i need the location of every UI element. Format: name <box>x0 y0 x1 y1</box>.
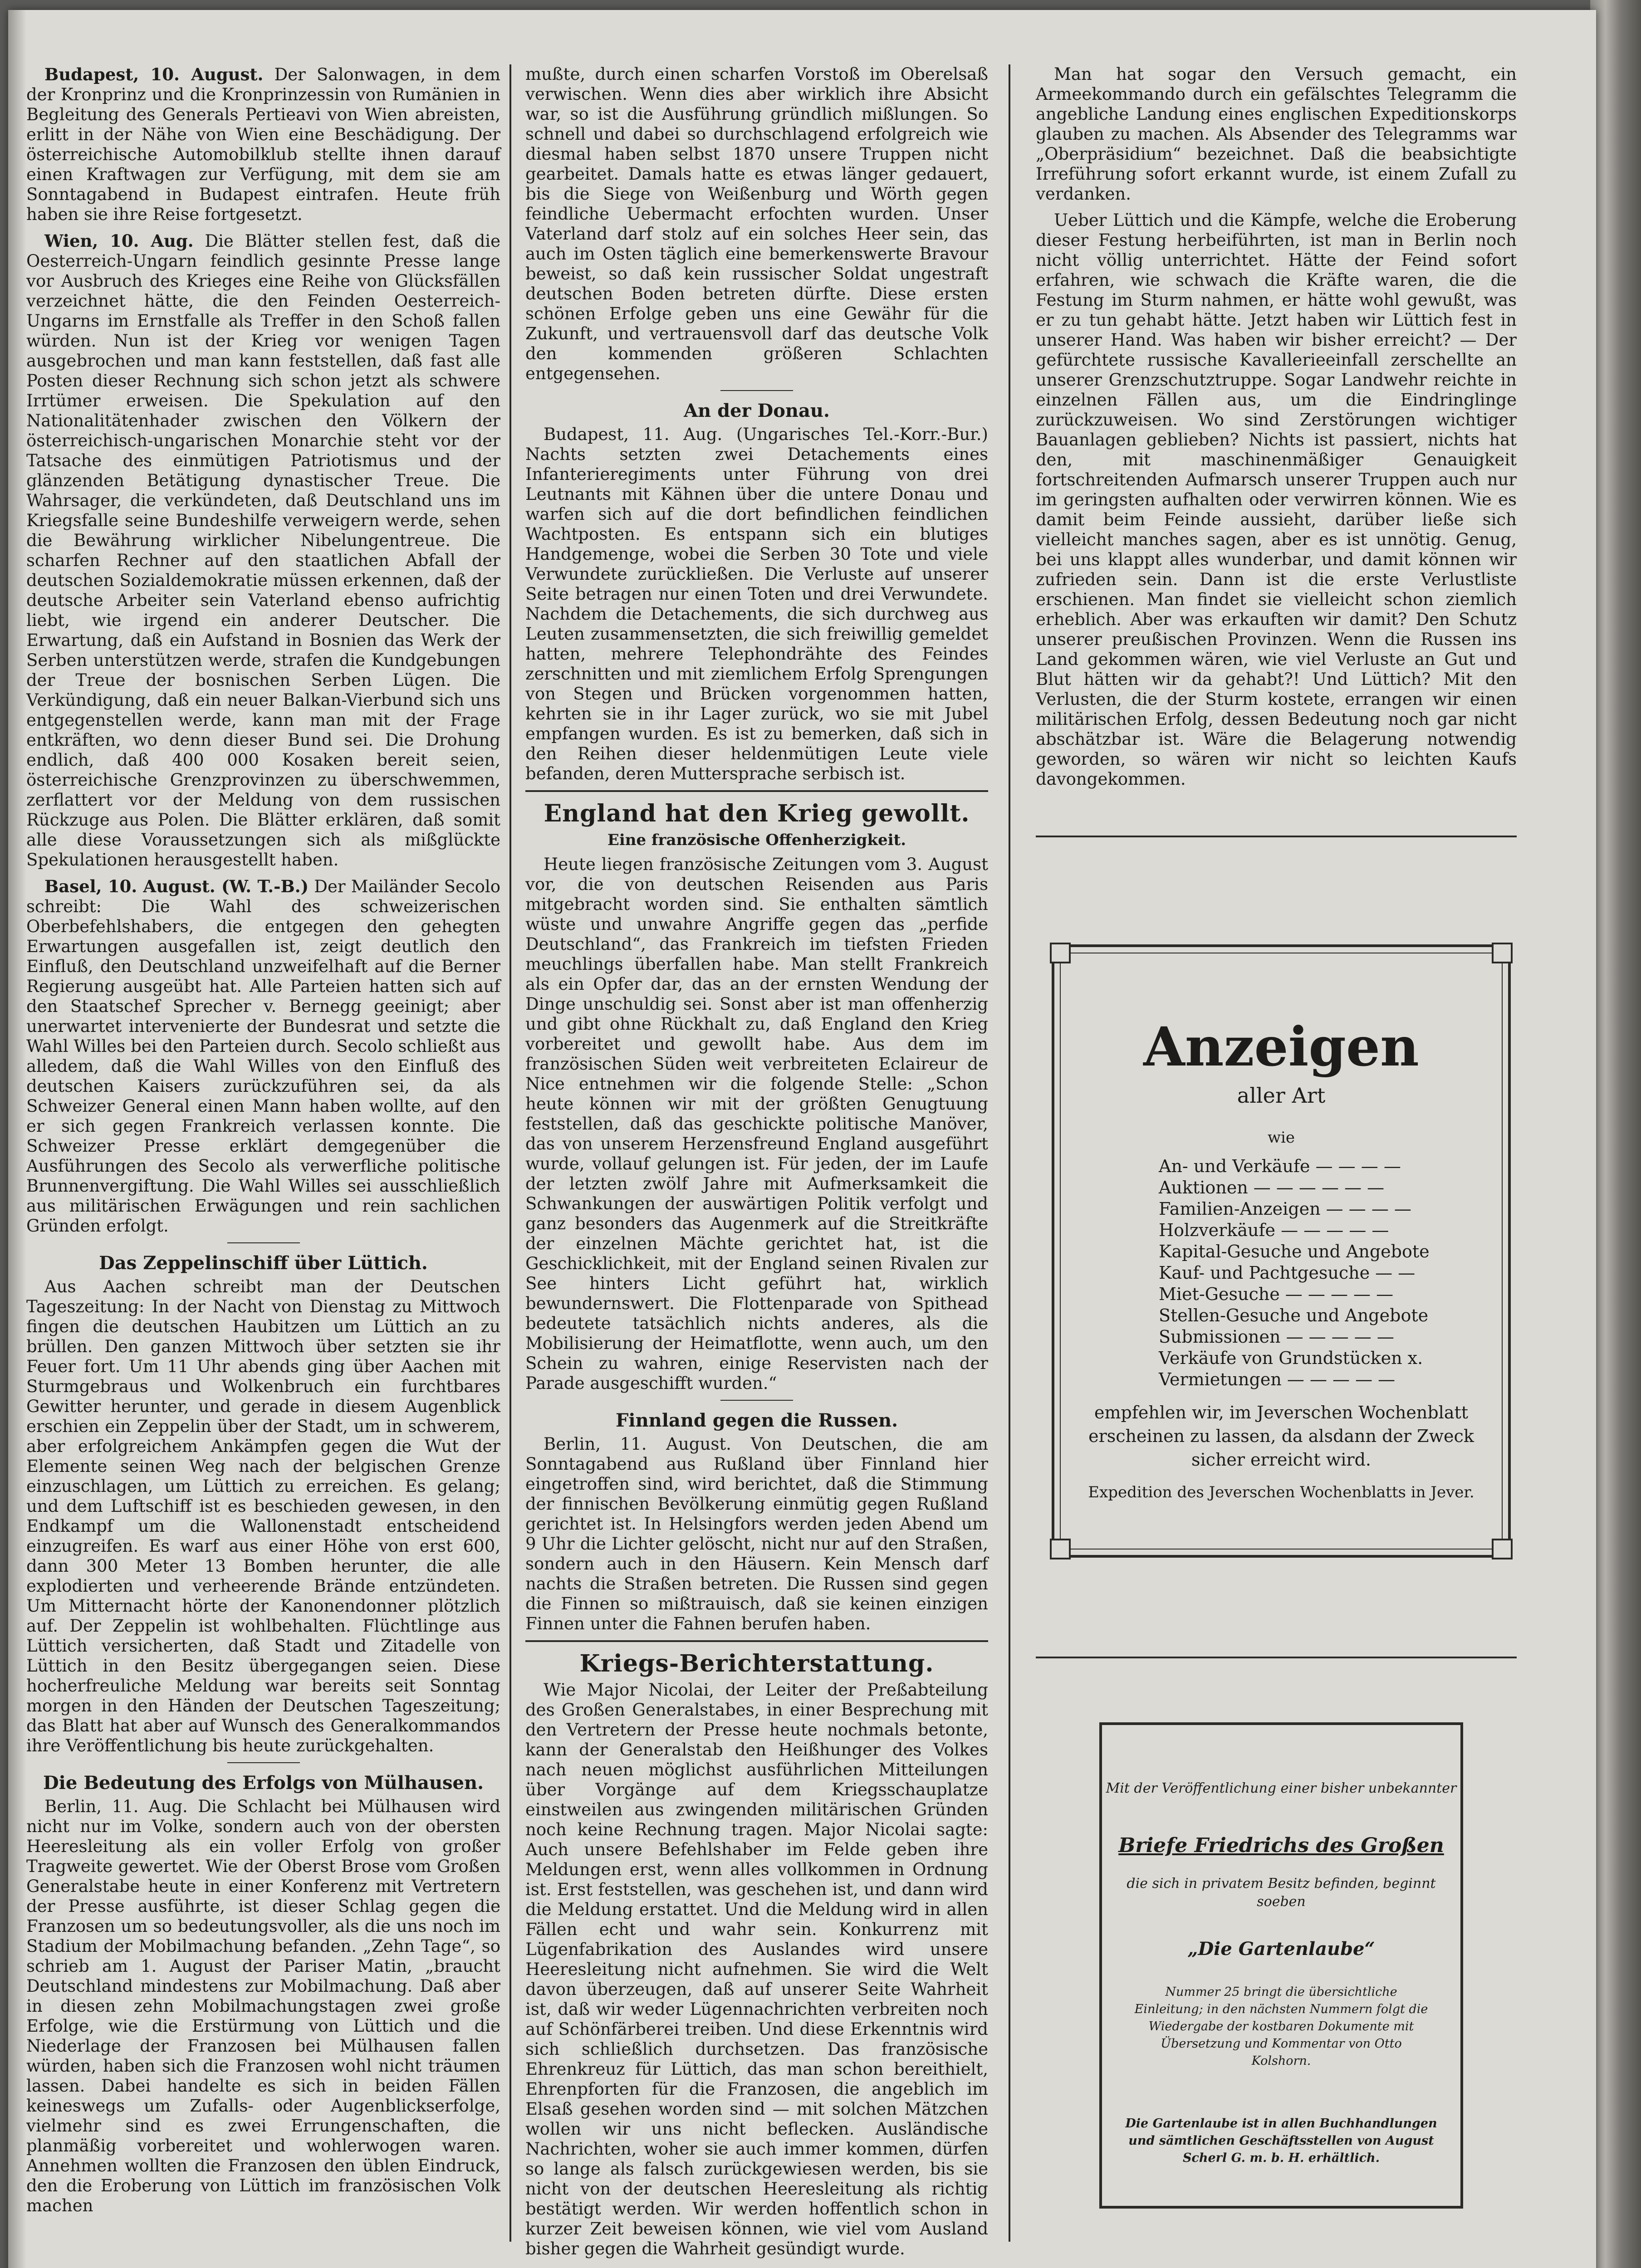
article-luettich: Ueber Lüttich und die Kämpfe, welche die Eroberung dieser Festung herbeiführten, ist man in Berlin noch nicht völlig unterrichtet. Hätte der Feind sofort erfahren, wie schwach die Kräfte waren, die die Festung im Sturm nahmen, er hätte wohl gewußt, was er zu tun gehabt hätte. Jetzt haben wir Lüttich fest in unserer Hand. Was haben wir bisher erreicht? — Der gefürchtete russische Kavallerieeinfall zerschellte an unserer Grenzschutztruppe. Sogar Landwehr reichte in einzelnen Fällen aus, um die Eindringlinge zurückzuweisen. Wo sind Zerstörungen wichtiger Bauanlagen geblieben? Nichts ist passiert, nichts hat den, mit maschinenmäßiger Genauigkeit fortschreitenden Aufmarsch unserer Truppen auch nur im geringsten aufhalten oder verwirren können. Wie es damit beim Feinde aussieht, darüber ließe sich vielleicht manches sagen, aber es ist unnötig. Genug, bei uns klappt alles wunderbar, und damit können wir zufrieden sein. Dann ist die erste Verlustliste erschienen. Man findet sie vielleicht schon ziemlich erheblich. Aber was erkauften wir damit? Den Schutz unserer preußischen Provinzen. Wenn die Russen ins Land gekommen wären, wie viel Verluste an Gut und Blut hätten wir da gehabt?! Und Lüttich? Mit den Verlusten, die der Sturm kostete, errangen wir einen militärischen Erfolg, dessen Bedeutung noch gar nicht abschätzbar ist. Wäre die Belagerung notwendig geworden, so wären wir nicht so leichten Kaufs davongekommen. <box>1036 210 1517 789</box>
article-telegramm: Man hat sogar den Versuch gemacht, ein Armeekommando durch ein gefälschtes Telegramm die angebliche Landung eines englischen Expeditionskorps glauben zu machen. Als Absender des Telegramms war „Oberpräsidium“ bezeichnet. Daß die beabsichtigte Irreführung sofort erkannt wurde, ist einem Zufall zu verdanken. <box>1036 64 1517 204</box>
corner-ornament <box>1492 943 1513 963</box>
ad-text: Nummer 25 bringt die übersichtliche Einleitung; in den nächsten Nummern folgt die Wiedergabe der kostbaren Dokumente mit Übersetzung und Kommentar von Otto Kolshorn. <box>1134 1985 1428 2068</box>
list-item: Kapital-Gesuche und Angebote <box>1159 1242 1430 1261</box>
ad-subtitle: aller Art <box>1237 1083 1326 1108</box>
headline-donau: An der Donau. <box>684 400 830 421</box>
column-3 <box>1036 64 1517 826</box>
headline-england: England hat den Krieg gewollt. <box>544 800 970 827</box>
dateline: Budapest, 10. August. <box>44 64 264 84</box>
corner-ornament <box>1050 943 1071 963</box>
list-item: An- und Verkäufe — — — — <box>1159 1156 1401 1176</box>
divider <box>227 1762 300 1763</box>
divider <box>720 1400 793 1401</box>
column-rule <box>1009 64 1010 2242</box>
divider <box>227 1242 300 1243</box>
corner-ornament <box>1050 1539 1071 1559</box>
ad-title: Anzeigen <box>1143 1015 1419 1078</box>
ad-text: Mit der Veröffentlichung einer bisher unbekannter <box>1106 1780 1457 1796</box>
article-finnland: Berlin, 11. August. Von Deutschen, die am Sonntagabend aus Rußland über Finnland hier eingetroffen sind, wird berichtet, daß die Stimmung der finnischen Bevölkerung einmütig gegen Rußland gerichtet ist. In Helsingfors werden jeden Abend um 9 Uhr die Lichter gelöscht, nicht nur auf den Straßen, sondern auch in den Häusern. Kein Mensch darf nachts die Straßen betreten. Die Russen sind gegen die Finnen so mißtrauisch, daß sie keinen einzigen Finnen unter die Fahnen berufen haben. <box>525 1434 988 1633</box>
article-donau: Budapest, 11. Aug. (Ungarisches Tel.-Korr.-Bur.) Nachts setzten zwei Detachements eines Infanterieregiments unter Führung von drei Leutnants mit Kähnen über die untere Donau und warfen sich auf die dort befindlichen feindlichen Wachtposten. Es entspann sich ein blutiges Handgemenge, wobei die Serben 30 Tote und viele Verwundete zurückließen. Die Verluste auf unserer Seite betragen nur einen Toten und drei Verwundete. Nachdem die Detachements, die sich durchweg aus Leuten zusammensetzten, die sich freiwillig gemeldet hatten, mehrere Telephondrähte des Feindes zerschnitten und mit ziemlichem Erfolg Sprengungen von Stegen und Brücken vorgenommen hatten, kehrten sie in ihr Lager zurück, wo sie mit Jubel empfangen wurden. Es ist zu bemerken, daß sich in den Reihen dieser heldenmütigen Leute viele befanden, deren Muttersprache serbisch ist. <box>525 425 988 783</box>
headline-kriegs-berichterstattung: Kriegs-Berichterstattung. <box>579 1650 934 1677</box>
ad-publication-name: „Die Gartenlaube“ <box>1187 1938 1375 1960</box>
ad-wie: wie <box>1267 1129 1295 1147</box>
column-rule <box>509 64 511 2242</box>
ad-publisher: Expedition des Jeverschen Wochenblatts in Jever. <box>1088 1483 1474 1501</box>
article-zeppelin: Aus Aachen schreibt man der Deutschen Tageszeitung: In der Nacht von Dienstag zu Mittwoch fingen die deutschen Haubitzen um Lüttich an zu brüllen. Den ganzen Mittwoch über setzten sie ihr Feuer fort. Um 11 Uhr abends ging über Aachen mit Sturmgebraus und Wolkenbruch ein furchtbares Gewitter herunter, und gerade in diesem Augenblick erschien ein Zeppelin über der Stadt, um in schwerem, aber erfolgreichem Ankämpfen gegen die Wut der Elemente seinen Weg nach der belgischen Grenze einzuschlagen, um Lüttich zu erreichen. Es gelang; und dem Luftschiff ist es beschieden gewesen, in den Endkampf um die Wallonenstadt entscheidend einzugreifen. Es warf aus einer Höhe von erst 600, dann 300 Meter 13 Bomben herunter, die alle explodierten und verheerende Brände entzündeten. Um Mitternacht hörte der Kanonendonner plötzlich auf. Der Zeppelin ist wohlbehalten. Flüchtlinge aus Lüttich versicherten, daß Stadt und Zitadelle von Lüttich in den Besitz übergegangen seien. Diese hocherfreuliche Meldung war bereits seit Sonntag morgen in den Händen der Deutschen Tageszeitung; das Blatt hat aber auf Wunsch des Generalkommandos ihre Veröffentlichung bis heute zurückgehalten. <box>26 1277 500 1755</box>
divider <box>525 1640 988 1642</box>
ad-list <box>1159 1156 1430 1390</box>
divider <box>1036 836 1517 837</box>
ad-text: Die Gartenlaube ist in allen Buchhandlungen und sämtlichen Geschäftsstellen von August Scherl G. m. b. H. erhältlich. <box>1125 2116 1437 2165</box>
list-item: Familien-Anzeigen — — — — <box>1159 1199 1411 1219</box>
article-text: Der Mailänder Secolo schreibt: Die Wahl des schweizerischen Oberbefehlshabers, die entgegen den gehegten Erwartungen ausgefallen ist, zeigt deutlich den Einfluß, den Deutschland unzweifelhaft auf die Berner Regierung ausgeübt hat. Alle Parteien hatten sich auf den Staatschef Sprecher v. Bernegg geeinigt; aber unerwartet intervenierte der Bundesrat und setzte die Wahl Willes bei den Parteien durch. Secolo schließt aus alledem, daß die Wahl Willes von den Einfluß des deutschen Kaisers zurückzuführen sei, da als Schweizer General einen Mann haben wollte, auf den er sich gegen Frankreich verlassen konnte. Die Schweizer Presse erklärt demgegenüber die Ausführungen des Secolo als verwerfliche politische Brunnenvergiftung. Die Wahl Willes sei ausschließlich aus militärischen Erwägungen und rein sachlichen Gründen erfolgt. <box>26 877 500 1236</box>
divider <box>720 390 793 391</box>
headline-muelhausen: Die Bedeutung des Erfolgs von Mülhausen. <box>43 1772 484 1794</box>
list-item: Verkäufe von Grundstücken x. <box>1159 1348 1423 1368</box>
ad-footer: empfehlen wir, im Jeverschen Wochenblatt erscheinen zu lassen, da alsdann der Zweck sicher erreicht wird. <box>1088 1403 1474 1470</box>
newspaper-page <box>8 10 1596 2268</box>
article-basel <box>26 876 500 1236</box>
list-item: Kauf- und Pachtgesuche — — <box>1159 1263 1416 1283</box>
corner-ornament <box>1492 1539 1513 1559</box>
headline-finnland: Finnland gegen die Russen. <box>615 1410 898 1431</box>
list-item: Holzverkäufe — — — — — <box>1159 1220 1389 1240</box>
dateline: Basel, 10. August. (W. T.-B.) <box>44 876 309 896</box>
ad-title: Briefe Friedrichs des Großen <box>1118 1834 1444 1857</box>
list-item: Miet-Gesuche — — — — — <box>1159 1284 1394 1304</box>
ad-gartenlaube <box>1099 1722 1463 2209</box>
headline-zeppelin: Das Zeppelinschiff über Lüttich. <box>99 1252 428 1274</box>
article-muelhausen: Berlin, 11. Aug. Die Schlacht bei Mülhausen wird nicht nur im Volke, sondern auch von der obersten Heeresleitung als ein voller Erfolg von großer Tragweite gewertet. Wie der Oberst Brose vom Großen Generalstabe heute in einer Konferenz mit Vertretern der Presse ausführte, ist dieser Schlag gegen die Franzosen um so bedeutungsvoller, als die uns noch im Stadium der Mobilmachung befanden. „Zehn Tage“, so schrieb am 1. August der Pariser Matin, „braucht Deutschland mindestens zur Mobilmachung. Daß aber in diesen zehn Mobilmachungstagen zwei große Erfolge, wie die Erstürmung von Lüttich und die Niederlage der Franzosen bei Mülhausen fallen würden, haben sich die Franzosen wohl nicht träumen lassen. Dabei handelte es sich in beiden Fällen keineswegs um Zufalls- oder Augenblickserfolge, vielmehr sind es zwei Errungenschaften, die planmäßig vorbereitet und wohlerwogen waren. Annehmen wollten die Franzosen den üblen Eindruck, den die Eroberung von Lüttich im französischen Volk machen <box>26 1797 500 2215</box>
list-item: Vermietungen — — — — — <box>1159 1369 1396 1389</box>
list-item: Submissionen — — — — — <box>1159 1327 1394 1347</box>
dateline: Wien, 10. Aug. <box>44 231 194 251</box>
article-england: Heute liegen französische Zeitungen vom 3. August vor, die von deutschen Reisenden aus Paris mitgebracht worden sind. Sie enthalten sämtlich wüste und unwahre Angriffe gegen das „perfide Deutschland“, das Frankreich im tiefsten Frieden meuchlings überfallen habe. Man stellt Frankreich als ein Opfer dar, das an der ernsten Wendung der Dinge unschuldig sei. Sonst aber ist man offenherzig und gibt ohne Rückhalt zu, daß England den Krieg vorbereitet und gewollt habe. Aus dem im französischen Süden weit verbreiteten Eclaireur de Nice entnehmen wir die folgende Stelle: „Schon heute können wir mit der größten Genugtuung feststellen, daß das geschickte politische Manöver, das von unserem Herzensfreund England ausgeführt wurde, vollauf gelungen ist. Für jeden, der im Laufe der letzten zwölf Jahre mit Aufmerksamkeit die Schwankungen der auswärtigen Politik verfolgt und ganz besonders das Augenmerk auf die Streitkräfte der einzelnen Mächte gerichtet hat, ist die Geschicklichkeit, mit der England seinen Rivalen zur See hinters Licht geführt hat, wirklich bewundernswert. Die Flottenparade von Spithead bedeutete tatsächlich nichts anderes, als die Mobilisierung der Heimatflotte, wenn auch, um den Schein zu wahren, einige Reservisten nach der Parade ausgeschifft wurden.“ <box>525 855 988 1393</box>
list-item: Stellen-Gesuche und Angebote <box>1159 1305 1429 1325</box>
ad-text: die sich in privatem Besitz befinden, beginnt soeben <box>1127 1876 1436 1910</box>
binding-shadow <box>8 10 26 2268</box>
article-kriegs-berichterstattung: Wie Major Nicolai, der Leiter der Preßabteilung des Großen Generalstabes, in einer Besprechung mit den Vertretern der Presse heute nochmals betonte, kann der Generalstab den Heißhunger des Volkes nach neuen möglichst ausführlichen Mitteilungen über Vorgänge auf dem Kriegsschauplatze einstweilen aus zwingenden militärischen Gründen noch keine Rechnung tragen. Major Nicolai sagte: Auch unsere Befehlshaber im Felde geben ihre Meldungen erst, wenn alles vollkommen in Ordnung ist. Erst feststellen, was geschehen ist, und dann wird die Meldung erstattet. Und die Meldung wird in allen Fällen echt und wahr sein. Konkurrenz mit Lügenfabrikation des Auslandes wird unsere Heeresleitung nicht aufnehmen. Sie wird die Welt davon überzeugen, daß auf unserer Seite Wahrheit ist, daß wir weder Lügennachrichten verbreiten noch auf Schönfärberei treiben. Und diese Erkenntnis wird sich schließlich durchsetzen. Das französische Ehrenkreuz für Lüttich, das man schon bereithielt, Ehrenpforten für die Franzosen, die angeblich im Elsaß gesehen worden sind — mit solchen Mätzchen wollen wir uns nicht beflecken. Ausländische Nachrichten, woher sie auch immer kommen, dürfen so lange als falsch zurückgewiesen werden, bis sie nicht von der deutschen Heeresleitung als richtig bestätigt werden. Wir werden hoffentlich schon in kurzer Zeit beweisen können, wie viel vom Ausland bisher gegen die Wahrheit gesündigt wurde. <box>525 1680 988 2258</box>
subheadline-england: Eine französische Offenherzigkeit. <box>607 831 906 849</box>
ad-anzeigen <box>1052 944 1511 1558</box>
article-budapest <box>26 64 500 225</box>
column-2 <box>525 64 988 2258</box>
article-continuation: mußte, durch einen scharfen Vorstoß im Oberelsaß verwischen. Wenn dies aber wirklich ihre Absicht war, so ist die Ausführung gründlich mißlungen. So schnell und dabei so durchschlagend erfolgreich wie diesmal haben selbst 1870 unsere Truppen nicht gearbeitet. Damals hatte es etwas länger gedauert, bis die Siege von Weißenburg und Wörth gegen feindliche Uebermacht erfochten wurden. Unser Vaterland darf stolz auf ein solches Heer sein, das auch im Osten täglich eine bemerkenswerte Bravour beweist, so daß kein russischer Soldat ungestraft deutschen Boden betreten dürfte. Diese ersten schönen Erfolge geben uns eine Gewähr für die Zukunft, und vertrauensvoll darf das deutsche Volk den kommenden größeren Schlachten entgegensehen. <box>525 64 988 383</box>
divider <box>525 790 988 792</box>
column-1 <box>26 64 500 2237</box>
list-item: Auktionen — — — — — — <box>1159 1178 1385 1198</box>
page-edge <box>1590 0 1641 2268</box>
article-wien <box>26 231 500 870</box>
article-text: Der Salonwagen, in dem der Kronprinz und die Kronprinzessin von Rumänien in Begleitung des Generals Pertieavi von Wien abreisten, erlitt in der Nähe von Wien eine Beschädigung. Der österreichische Automobilklub stellte ihnen darauf einen Kraftwagen zur Verfügung, mit dem sie am Sonntagabend in Budapest eintrafen. Heute früh haben sie ihre Reise fortgesetzt. <box>26 65 500 224</box>
article-text: Die Blätter stellen fest, daß die Oesterreich-Ungarn feindlich gesinnte Presse lange vor Ausbruch des Krieges eine Reihe von Glücksfällen verzeichnet hätte, die den Feinden Oesterreich-Ungarns im Ernstfalle als Treffer in den Schoß fallen würden. Nun ist der Krieg vor wenigen Tagen ausgebrochen und man kann feststellen, daß fast alle Posten dieser Rechnung sich schon jetzt als schwere Irrtümer erweisen. Die Spekulation auf den Nationalitätenhader zwischen den Völkern der österreichisch-ungarischen Monarchie steht vor der Tatsache des einmütigen Patriotismus und der glänzenden Betätigung dynastischer Treue. Die Wahrsager, die verkündeten, daß Deutschland uns im Kriegsfalle seine Bundeshilfe verweigern werde, sehen die Bewährung wirklicher Nibelungentreue. Die scharfen Rechner auf den staatlichen Abfall der deutschen Sozialdemokratie müssen erkennen, daß der deutsche Arbeiter sein Vaterland ebenso aufrichtig liebt, wie irgend ein anderer Deutscher. Die Erwartung, daß ein Aufstand in Bosnien das Werk der Serben unterstützen werde, strafen die Kundgebungen der Treue der bosnischen Serben Lügen. Die Verkündigung, daß ein neuer Balkan-Vierbund sich uns entgegenstellen werde, kann man mit der Frage entkräften, wo denn dieser Bund sei. Die Drohung endlich, daß 400 000 Kosaken bereit seien, österreichische Grenzprovinzen zu überschwemmen, zerflattert vor der Meldung von dem russischen Rückzuge aus Polen. Die Blätter erklären, daß somit alle diese Voraussetzungen sich als mißglückte Spekulationen herausgestellt haben. <box>26 231 500 870</box>
